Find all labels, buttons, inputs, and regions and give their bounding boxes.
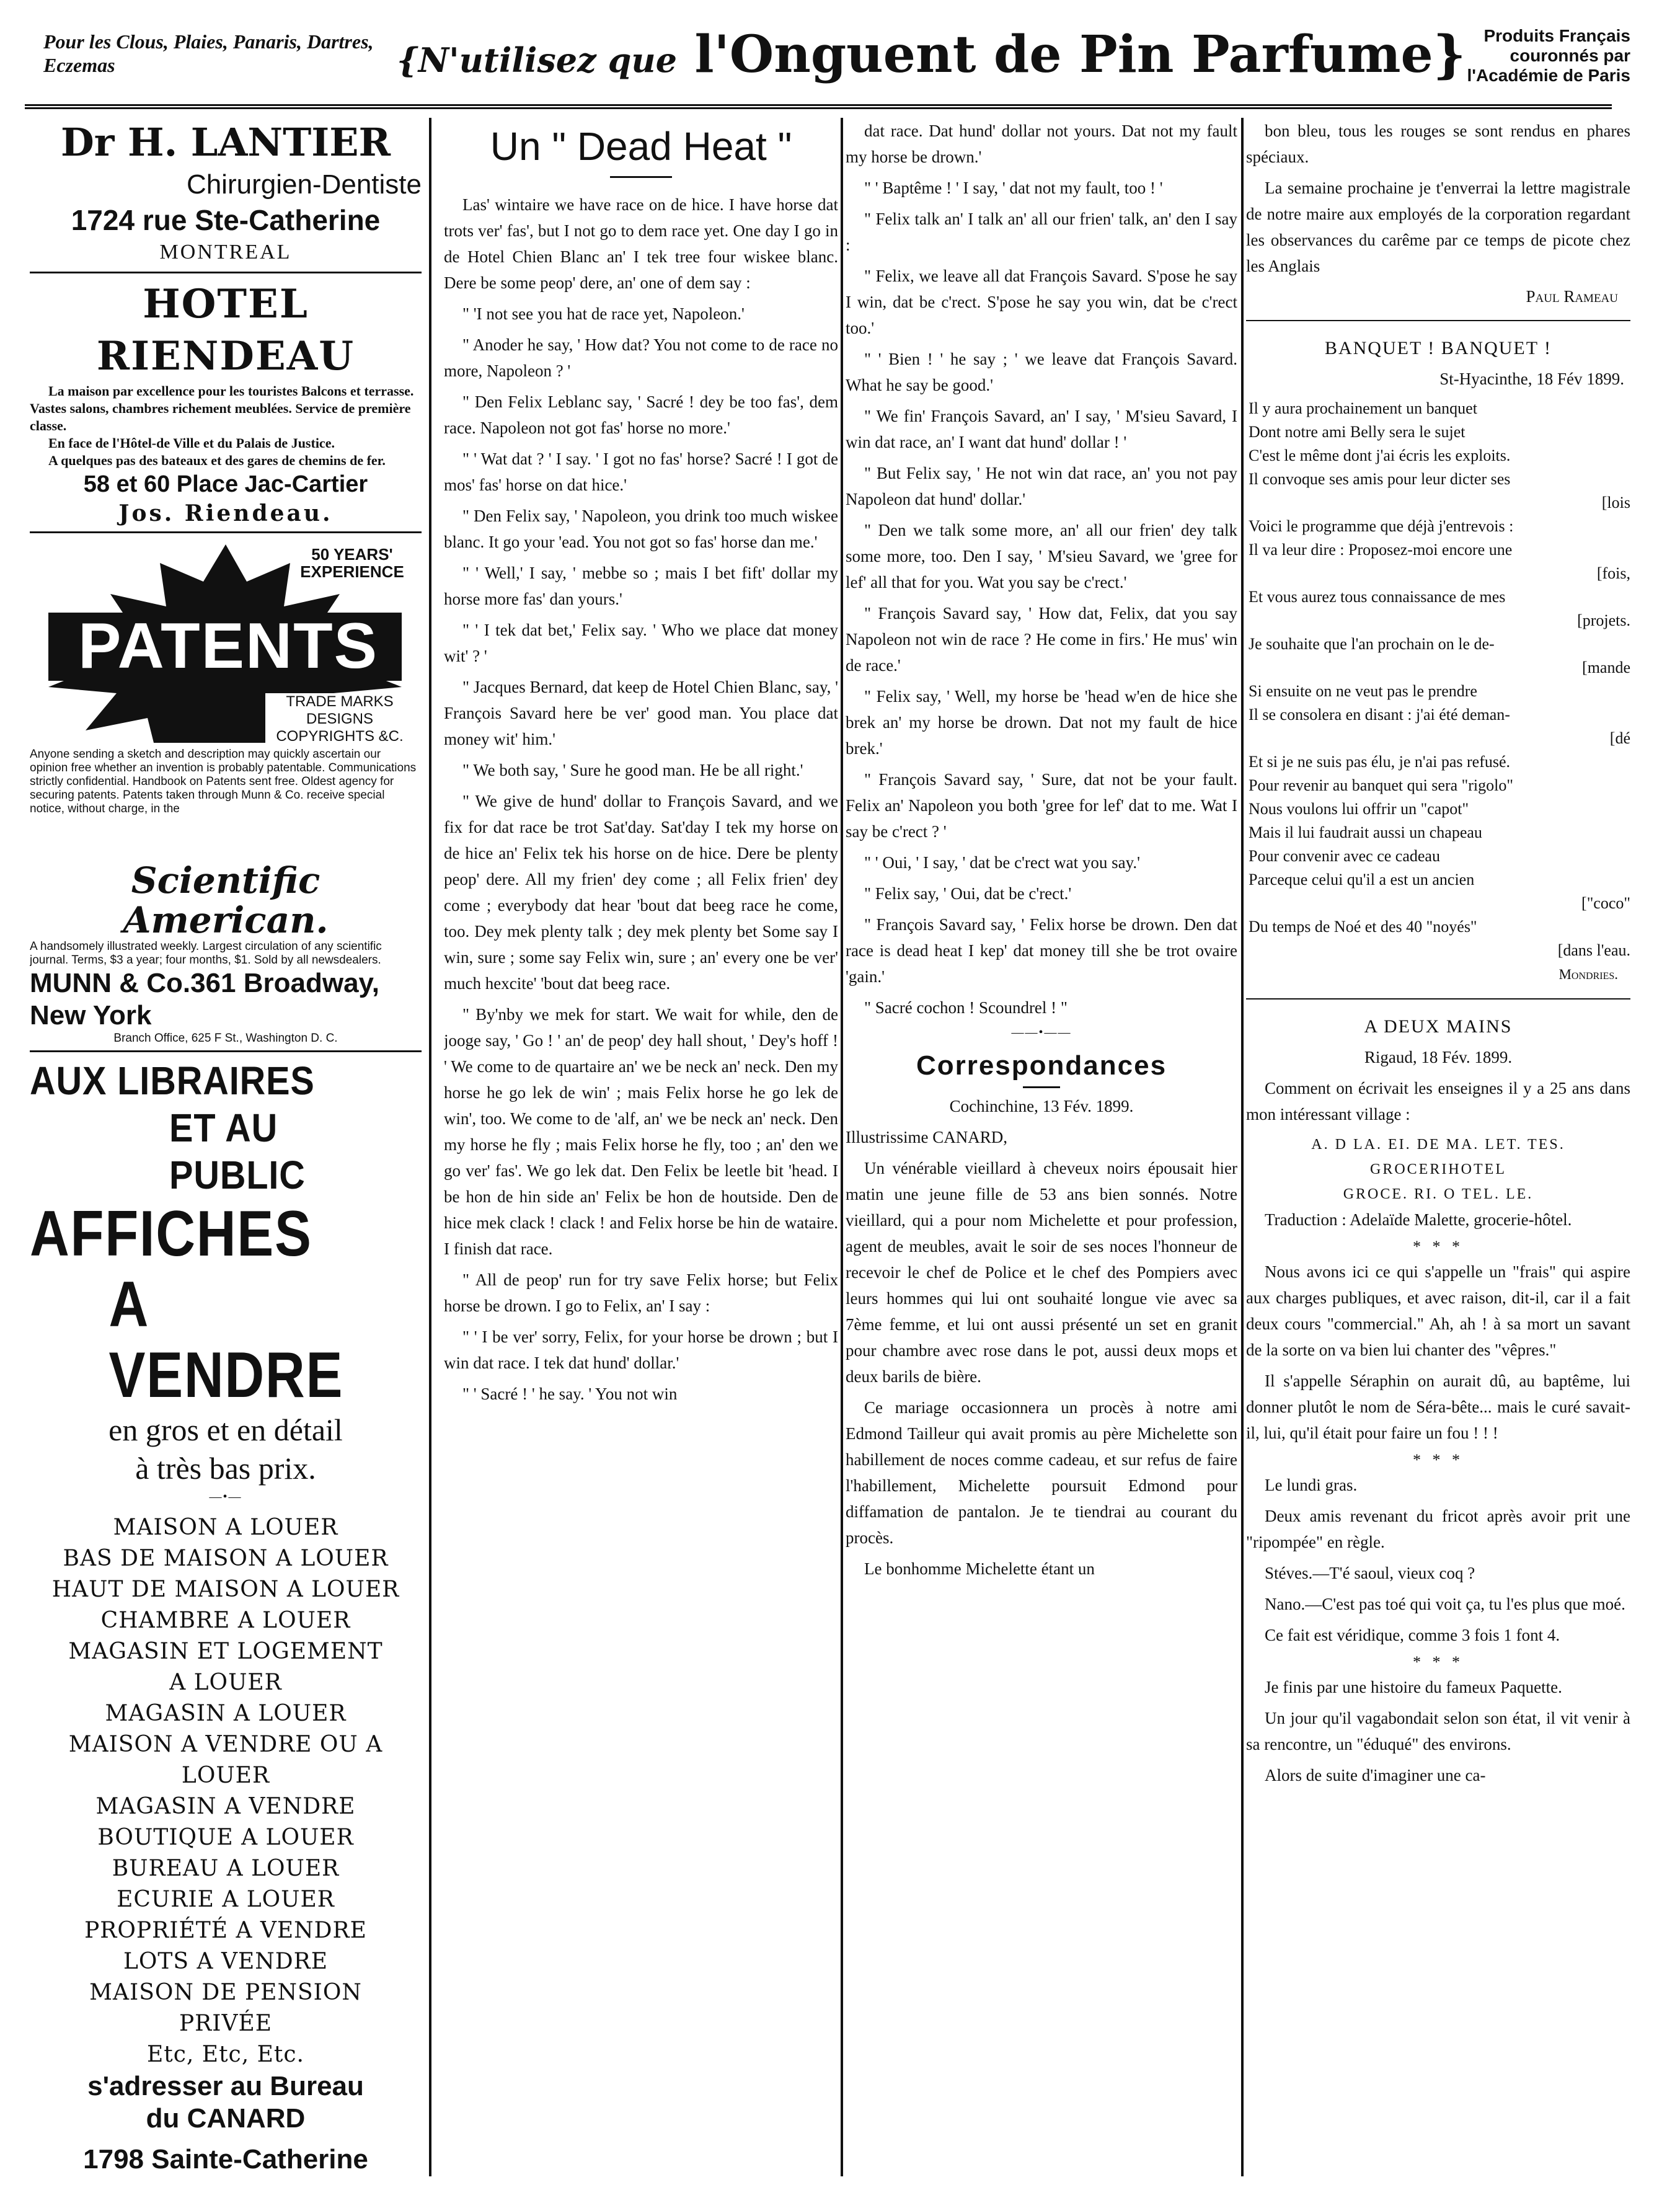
paragraph-seraphin: Il s'appelle Séraphin on aurait dû, au baptême, lui donner plutôt le nom de Séra-bête... mais le curé savait-il, lui, qu'il était pour faire un fou ! ! ! [1246,1372,1630,1442]
banner-right-text: Produits Français couronnés par l'Académie de Paris [1467,26,1630,85]
story-paragraph: " Den Felix Leblanc say, ' Sacré ! dey be too fas', dem race. Napoleon not got fas' horse no more.' [444,392,838,437]
paragraph-steves: Stéves.—T'é saoul, vieux coq ? [1265,1564,1475,1582]
poster-listing-item: LOTS A VENDRE [123,1949,328,1974]
poem-line-overflow: [projets. [1577,611,1630,629]
story-paragraph: " ' Wat dat ? ' I say. ' I got no fas' horse? Sacré ! I got de mos' fas' horse on dat hice.' [444,450,838,494]
poster-listing-item: ECURIE A LOUER [117,1887,335,1912]
story-paragraph: " We fin' François Savard, an' I say, ' M'sieu Savard, I win dat race, an' I want dat hund' dollar ! ' [846,407,1237,451]
poem-line: Pour convenir avec ce cadeau [1249,847,1440,865]
poem-line-overflow: [fois, [1596,564,1630,582]
section-rule [1246,320,1630,321]
signature-mondries: Mondries. [1558,967,1618,982]
ad-divider [30,531,422,533]
story-paragraph: " Sacré cochon ! Scoundrel ! " [864,998,1068,1017]
poem-line: Et vous aurez tous connaissance de mes [1249,588,1506,606]
poster-listing-item: A LOUER [169,1670,282,1695]
story-paragraph: " Felix, we leave all dat François Savard. S'pose he say I win, dat be c'rect. S'pose he say you win, dat be c'rect too.' [846,267,1237,337]
contact-address: 1798 Sainte-Catherine [83,2144,368,2174]
column-divider [1241,118,1244,2176]
poster-listing-item: MAISON A LOUER [113,1515,338,1540]
munn-company: MUNN & Co.361 Broadway, New York [30,968,379,1031]
story-continued-paragraphs [846,118,1237,1021]
poem-line: Dont notre ami Belly sera le sujet [1249,423,1466,441]
paragraph-deux-amis: Deux amis revenant du fricot après avoir prit une "ripompée" en règle. [1246,1507,1630,1551]
poem-line: Il va leur dire : Proposez-moi encore une [1249,541,1513,559]
poem-line: Nous voulons lui offrir un "capot" [1249,800,1469,818]
poem-line: Pour revenir au banquet qui sera "rigolo" [1249,776,1513,794]
correspondance-paragraphs [846,1155,1237,1582]
poem-line-overflow: [dé [1609,729,1630,747]
poster-listing-item: PROPRIÉTÉ A VENDRE [84,1918,367,1943]
patents-years: 50 YEARS' EXPERIENCE [290,546,414,580]
poster-listing-item: LOUER [181,1763,270,1788]
story-paragraphs [444,192,838,1407]
paragraph-fait: Ce fait est véridique, comme 3 fois 1 font 4. [1265,1626,1560,1644]
patents-designs: DESIGNS [306,711,374,727]
dentist-name: Dr H. LANTIER [60,120,391,165]
story-paragraph: " Felix say, ' Well, my horse be 'head w'en de hice she brek an' my horse be drown. Dat not my fault de hice brek.' [846,687,1237,758]
story-paragraph: " ' Well,' I say, ' mebbe so ; mais I bet fift' dollar my horse more fas' dan yours.' [444,564,838,608]
correspondances-heading: Correspondances [916,1050,1167,1081]
letter-paragraph: bon bleu, tous les rouges se sont rendus en phares spéciaux. [1246,122,1630,166]
banquet-poem [1246,397,1630,962]
hotel-owner: Jos. Riendeau. [118,500,333,526]
story-paragraph: " ' Oui, ' I say, ' dat be c'rect wat you say.' [864,853,1140,872]
poem-line-overflow: ["coco" [1581,894,1630,912]
continued-story-column [846,118,1237,2183]
paragraph-vagabond: Un jour qu'il vagabondait selon son état, il vit venir à sa rencontre, un "éduqué" des environs. [1246,1709,1630,1753]
paragraph-frais: Nous avons ici ce qui s'appelle un "frais" qui aspire aux charges publiques, et avec raison, dit-il, car il a fait deux cours "commercial." Ah, ah ! à sa mort un savant de la sorte on va bien lui chanter des "vêpres." [1246,1262,1630,1359]
affiches-subtitle-line1: en gros et en détail [108,1412,343,1447]
story-paragraph: " ' I be ver' sorry, Felix, for your horse be drown ; but I win dat race. I tek dat hund' dollar.' [444,1328,838,1372]
heading-rule [1023,1086,1060,1088]
poster-listing-item: MAGASIN A LOUER [105,1701,347,1726]
ad-divider [30,1050,422,1052]
affiches-subtitle-line2: à très bas prix. [135,1451,316,1486]
affiches-heading-line2: A VENDRE [108,1269,344,1411]
story-paragraph: " By'nby we mek for start. We wait for while, den de jooge say, ' Go ! ' an' de peop' dey hall shout, ' Dey's hoff ! ' We come to de quartaire an' we be neck an' neck. Den my horse he go lek de win' ; mais Felix horse he go lek de win', too. We come to de 'alf, an' we be neck an' neck. Den my horse he fly ; mais Felix horse he fly, too ; an' den we go ver' fas'. We go lek dat. Den Felix be leetle bit 'head. I be hon de hin side an' Felix be hon de houtside. Den de hice mek clack ! clack ! and Felix horse be hin de wataire. I finish dat race. [444,1005,838,1258]
story-paragraph: " François Savard say, ' Felix horse be drown. Den dat race is dead heat I kep' dat money till she be trot ovaire 'gain.' [846,915,1237,986]
patents-trade-marks: TRADE MARKS [286,693,394,710]
signature-paul-rameau: Paul Rameau [1526,287,1618,306]
correspondance-paragraph: Ce mariage occasionnera un procès à notre ami Edmond Tailleur qui avait promis au père Michelette son habillement de noces comme cadeau, et sur refus de faire l'habillement, Michelette poursuit Edmond pour diffamation de pantalon. Je te tiendrai au courant du procès. [846,1398,1237,1547]
contact-line1: s'adresser au Bureau [87,2071,364,2101]
traduction: Traduction : Adelaïde Malette, grocerie-hôtel. [1265,1210,1572,1229]
story-paragraph: Las' wintaire we have race on de hice. I have horse dat trots ver' fas', but I not go to dem race yet. One day I go in de Hotel Chien Blanc an' I tek tree four wiskee blanc. Dere be some peop' dere, an' one of dem say : [444,195,838,292]
poem-line: Il se consolera en disant : j'ai été deman- [1249,706,1510,724]
sign-text-1: A. D LA. EI. DE MA. LET. TES. [1311,1137,1565,1153]
story-paragraph: " All de peop' run for try save Felix horse; but Felix horse be drown. I go to Felix, an' I say : [444,1270,838,1315]
story-paragraph: dat race. Dat hund' dollar not yours. Dat not my fault my horse be drown.' [846,122,1237,166]
story-paragraph: " François Savard say, ' How dat, Felix, dat you say Napoleon not win de race ? He come in firs.' He mus' win de race.' [846,604,1237,675]
correspondance-paragraph: Le bonhomme Michelette étant un [864,1559,1095,1578]
poster-listing-item: CHAMBRE A LOUER [100,1608,351,1633]
story-paragraph: " But Felix say, ' He not win dat race, an' you not pay Napoleon dat hund' dollar.' [846,464,1237,508]
poster-listing-item: HAUT DE MAISON A LOUER [51,1577,400,1602]
story-paragraph: " ' Sacré ! ' he say. ' You not win [462,1385,678,1403]
poster-listing-item: PRIVÉE [179,2011,273,2036]
asterism-divider: * * * [1413,1451,1464,1469]
poster-listing-item: MAISON DE PENSION [89,1980,362,2005]
paragraph-lundi-gras: Le lundi gras. [1265,1476,1358,1494]
asterism-divider: * * * [1413,1653,1464,1671]
ornament-divider: ——•—— [1011,1026,1072,1039]
poem-line: Je souhaite que l'an prochain on le de- [1249,635,1495,653]
poem-line: Mais il lui faudrait aussi un chapeau [1249,823,1482,841]
section-rule [1246,998,1630,1000]
story-paragraph: " Jacques Bernard, dat keep de Hotel Chien Blanc, say, ' François Savard here be ver' good man. You place dat money wit' him.' [444,678,838,748]
contact-line2: du CANARD [146,2103,306,2134]
patents-copyrights: COPYRIGHTS &C. [276,728,404,745]
poster-listing-item: BOUTIQUE A LOUER [97,1825,354,1850]
story-title: Un " Dead Heat " [490,124,792,169]
title-rule [610,176,672,178]
story-paragraph: " 'I not see you hat de race yet, Napoleon.' [462,304,745,323]
hotel-description: La maison par excellence pour les touristes Balcons et terrasse. Vastes salons, chambres richement meublées. Service de première classe. [30,383,414,433]
poem-line: C'est le même dont j'ai écris les exploits. [1249,446,1511,464]
libraires-heading-line1: AUX LIBRAIRES [30,1058,315,1103]
banquet-dateline: St-Hyacinthe, 18 Fév 1899. [1439,370,1624,388]
ad-divider [30,272,422,273]
poem-line-overflow: [lois [1601,494,1630,512]
story-paragraph: " Den we talk some more, an' all our frien' dey talk some more, too. Den I say, ' M'sieu Savard, we 'gree for lef' all that for you. Wat you say be c'rect.' [846,521,1237,592]
story-paragraph: " ' Baptême ! ' I say, ' dat not my fault, too ! ' [864,179,1163,197]
letter-paragraph: La semaine prochaine je t'enverrai la lettre magistrale de notre maire aux employés de la corporation regardant les observances du carême par ce temps de picote chez les Anglais [1246,179,1630,275]
poem-line: Il convoque ses amis pour leur dicter ses [1249,470,1511,488]
deux-mains-intro: Comment on écrivait les enseignes il y a 25 ans dans mon intéressant village : [1246,1079,1630,1124]
patents-body: Anyone sending a sketch and description may quickly ascertain our opinion free whether an invention is probably patentable. Communications strictly confidential. Handbook on Patents sent free. Oldest agency for securing patents. Patents taken through Munn & Co. receive special notice, without charge, in the [30,748,417,815]
dentist-address: 1724 rue Ste-Catherine [71,204,381,236]
sign-text-2: GROCERIHOTEL [1370,1161,1506,1177]
hotel-address: 58 et 60 Place Jac-Cartier [83,471,368,497]
dentist-title: Chirurgien-Dentiste [186,169,422,200]
asterism-divider: * * * [1413,1238,1464,1256]
ornament-divider: —•— [209,1490,242,1504]
column-divider [429,118,431,2176]
story-paragraph: " ' I tek dat bet,' Felix say. ' Who we place dat money wit' ? ' [444,621,838,665]
story-paragraph: " ' Bien ! ' he say ; ' we leave dat François Savard. What he say be good.' [846,350,1237,394]
poem-line: Et si je ne suis pas élu, je n'ai pas refusé. [1249,753,1511,771]
poster-listing-item: MAGASIN A VENDRE [95,1794,356,1819]
poster-listing-item: BUREAU A LOUER [112,1856,340,1881]
poem-line-overflow: [mande [1582,658,1630,676]
libraires-heading-line2: ET AU PUBLIC [169,1106,306,1197]
story-paragraph: " Anoder he say, ' How dat? You not come to de race no more, Napoleon ? ' [444,335,838,380]
affiches-heading-line1: AFFICHES [30,1198,312,1270]
banquet-heading: BANQUET ! BANQUET ! [1324,338,1552,358]
poster-listings [30,1512,422,2070]
patents-services [265,693,414,745]
poem-line: Du temps de Noé et des 40 "noyés" [1249,918,1477,936]
paragraph-alors: Alors de suite d'imaginer une ca- [1265,1766,1486,1784]
poem-line-overflow: [dans l'eau. [1557,941,1630,959]
hotel-name: HOTEL RIENDEAU [96,281,355,379]
correspondance-paragraph: Un vénérable vieillard à cheveux noirs épousait hier matin une jeune fille de 53 ans bien sonnés. Notre vieillard, qui a pour nom Michelette et pour profession, agent de meubles, avait le soir de ses noces l'honneur de recevoir le chef de Police et le chef des Pompiers avec leurs hommes qui lui ont souhaité longue vie avec sa 7ème femme, et lui ont aussi présenté un set en granit pour chambre avec rose dans le pot, aussi deux mops et deux barils de bière. [846,1159,1237,1386]
dentist-city: MONTREAL [159,241,292,264]
banner-headline-small: {N'utilisez que [397,40,677,80]
poem-line: Si ensuite on ne veut pas le prendre [1249,682,1477,700]
poster-listing-item: Etc, Etc, Etc. [147,2042,304,2067]
patents-word: PATENTS [78,610,378,682]
dead-heat-story-column [444,118,838,2183]
letters-column [1246,118,1630,2183]
poster-listing-item: MAGASIN ET LOGEMENT [68,1639,383,1664]
masthead-banner [25,11,1630,109]
munn-branch: Branch Office, 625 F St., Washington D. C. [113,1032,338,1045]
letter-top-paragraphs [1246,118,1630,279]
deux-mains-dateline: Rigaud, 18 Fév. 1899. [1364,1048,1513,1066]
poem-line: Il y aura prochainement un banquet [1249,399,1477,417]
story-paragraph: " Felix talk an' I talk an' all our frien' talk, an' den I say : [846,210,1237,254]
advertisement-column [30,118,422,2183]
correspondance-salutation: Illustrissime CANARD, [846,1128,1008,1146]
hotel-nearby: A quelques pas des bateaux et des gares de chemins de fer. [48,453,386,468]
column-divider [841,118,843,2176]
hotel-location: En face de l'Hôtel-de Ville et du Palais de Justice. [48,435,335,451]
correspondance-dateline: Cochinchine, 13 Fév. 1899. [949,1097,1134,1115]
paragraph-paquette: Je finis par une histoire du fameux Paquette. [1265,1678,1562,1696]
story-paragraph: " François Savard say, ' Sure, dat not be your fault. Felix an' Napoleon you both 'gree for lef' dat to me. Wat I say be c'rect ? ' [846,770,1237,841]
sign-text-3: GROCE. RI. O TEL. LE. [1343,1186,1534,1202]
story-paragraph: " Felix say, ' Oui, dat be c'rect.' [864,884,1072,903]
banner-headline-main: l'Onguent de Pin Parfume} [694,25,1466,84]
poster-listing-item: BAS DE MAISON A LOUER [63,1546,389,1571]
poem-line: Parceque celui qu'il a est un ancien [1249,871,1475,889]
banner-left-text: Pour les Clous, Plaies, Panaris, Dartres, Eczemas [43,30,374,76]
banner-headline [397,24,1466,91]
patents-advertisement [30,538,422,861]
paragraph-nano: Nano.—C'est pas toé qui voit ça, tu l'es plus que moé. [1265,1595,1625,1613]
story-paragraph: " Den Felix say, ' Napoleon, you drink too much wiskee blanc. It go your 'ead. You not got so fas' horse dan me.' [444,507,838,551]
story-paragraph: " We give de hund' dollar to François Savard, and we fix for dat race be trot Sat'day. Sat'day I tek my horse on de hice an' Felix tek his horse on de hice. Dere be plenty peop' dere. All my frien' dey come ; all Felix frien' dey come ; everybody dat hear 'bout dat beeg race he come, too. Dey mek plenty talk ; dey mek plenty bet Some say I win, sure ; some say Felix win, sure ; an' every one be ver' much hexcite' 'bout dat beeg race. [444,792,838,993]
poster-listing-item: MAISON A VENDRE OU A [68,1732,383,1757]
scientific-american-title: Scientific American. [123,859,329,941]
scientific-american-body: A handsomely illustrated weekly. Largest circulation of any scientific journal. Terms, $3 a year; four months, $1. Sold by all newsdealers. [30,940,382,967]
deux-mains-heading: A DEUX MAINS [1364,1016,1513,1037]
poem-line: Voici le programme que déjà j'entrevois : [1249,517,1514,535]
story-paragraph: " We both say, ' Sure he good man. He be all right.' [462,761,803,779]
